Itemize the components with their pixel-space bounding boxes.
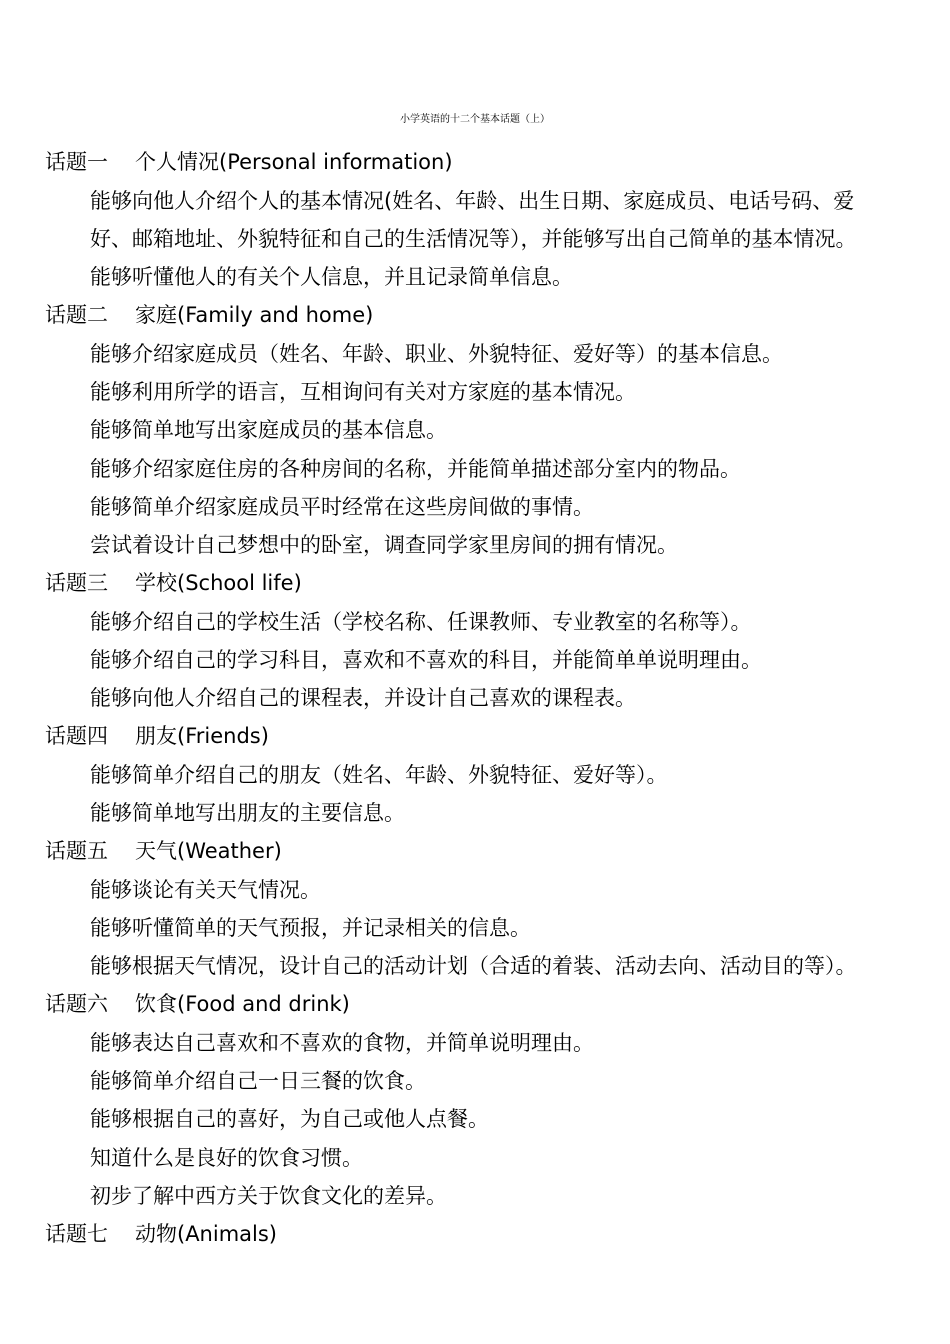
topic-number: 话题七: [45, 1222, 108, 1246]
topic-name: 个人情况(Personal information): [135, 150, 453, 174]
topic-item: 能够根据天气情况，设计自己的活动计划（合适的着装、活动去向、活动目的等）。: [90, 954, 857, 978]
topic-number: 话题一: [45, 150, 108, 174]
topic-name: 学校(School life): [135, 571, 302, 595]
topic-number: 话题五: [45, 839, 108, 863]
topic-item: 能够介绍家庭成员（姓名、年龄、职业、外貌特征、爱好等）的基本信息。: [90, 342, 783, 366]
topic-name: 动物(Animals): [135, 1222, 277, 1246]
topic-item: 能够介绍自己的学校生活（学校名称、任课教师、专业教室的名称等）。: [90, 610, 752, 634]
topic-number: 话题六: [45, 992, 108, 1016]
topic-heading: [45, 567, 302, 599]
topic-item: 能够简单介绍自己的朋友（姓名、年龄、外貌特征、爱好等）。: [90, 763, 668, 787]
topic-item: 好、邮箱地址、外貌特征和自己的生活情况等），并能够写出自己简单的基本情况。: [90, 227, 857, 251]
topic-number: 话题三: [45, 571, 108, 595]
topic-number: 话题四: [45, 724, 108, 748]
topic-item: 知道什么是良好的饮食习惯。: [90, 1146, 363, 1170]
topic-item: 能够表达自己喜欢和不喜欢的食物，并简单说明理由。: [90, 1031, 594, 1055]
topic-item: 能够介绍自己的学习科目，喜欢和不喜欢的科目，并能简单单说明理由。: [90, 648, 762, 672]
topic-item: 能够听懂简单的天气预报，并记录相关的信息。: [90, 916, 531, 940]
topic-item: 能够根据自己的喜好，为自己或他人点餐。: [90, 1107, 489, 1131]
topic-heading: [45, 988, 350, 1020]
topic-item: 能够利用所学的语言，互相询问有关对方家庭的基本情况。: [90, 380, 636, 404]
topic-item: 能够听懂他人的有关个人信息，并且记录简单信息。: [90, 265, 573, 289]
topic-item: 能够简单地写出家庭成员的基本信息。: [90, 418, 447, 442]
topic-heading: [45, 835, 282, 867]
topic-item: 能够简单地写出朋友的主要信息。: [90, 801, 405, 825]
topic-item: 能够谈论有关天气情况。: [90, 878, 321, 902]
topic-item: 尝试着设计自己梦想中的卧室，调查同学家里房间的拥有情况。: [90, 533, 678, 557]
topic-heading: [45, 1218, 277, 1250]
topic-item: 能够向他人介绍自己的课程表，并设计自己喜欢的课程表。: [90, 686, 636, 710]
topic-name: 天气(Weather): [135, 839, 282, 863]
topic-heading: [45, 720, 269, 752]
topic-heading: [45, 146, 453, 178]
topic-item: 初步了解中西方关于饮食文化的差异。: [90, 1184, 447, 1208]
topic-item: 能够简单介绍自己一日三餐的饮食。: [90, 1069, 426, 1093]
topic-name: 家庭(Family and home): [135, 303, 374, 327]
topic-item: 能够向他人介绍个人的基本情况(姓名、年龄、出生日期、家庭成员、电话号码、爱: [90, 189, 855, 213]
topic-name: 饮食(Food and drink): [135, 992, 350, 1016]
page-title: 小学英语的十二个基本话题（上）: [400, 114, 550, 125]
topic-heading: [45, 299, 373, 331]
topic-item: 能够简单介绍家庭成员平时经常在这些房间做的事情。: [90, 495, 594, 519]
topic-number: 话题二: [45, 303, 108, 327]
topic-name: 朋友(Friends): [135, 724, 269, 748]
topic-item: 能够介绍家庭住房的各种房间的名称，并能简单描述部分室内的物品。: [90, 457, 741, 481]
